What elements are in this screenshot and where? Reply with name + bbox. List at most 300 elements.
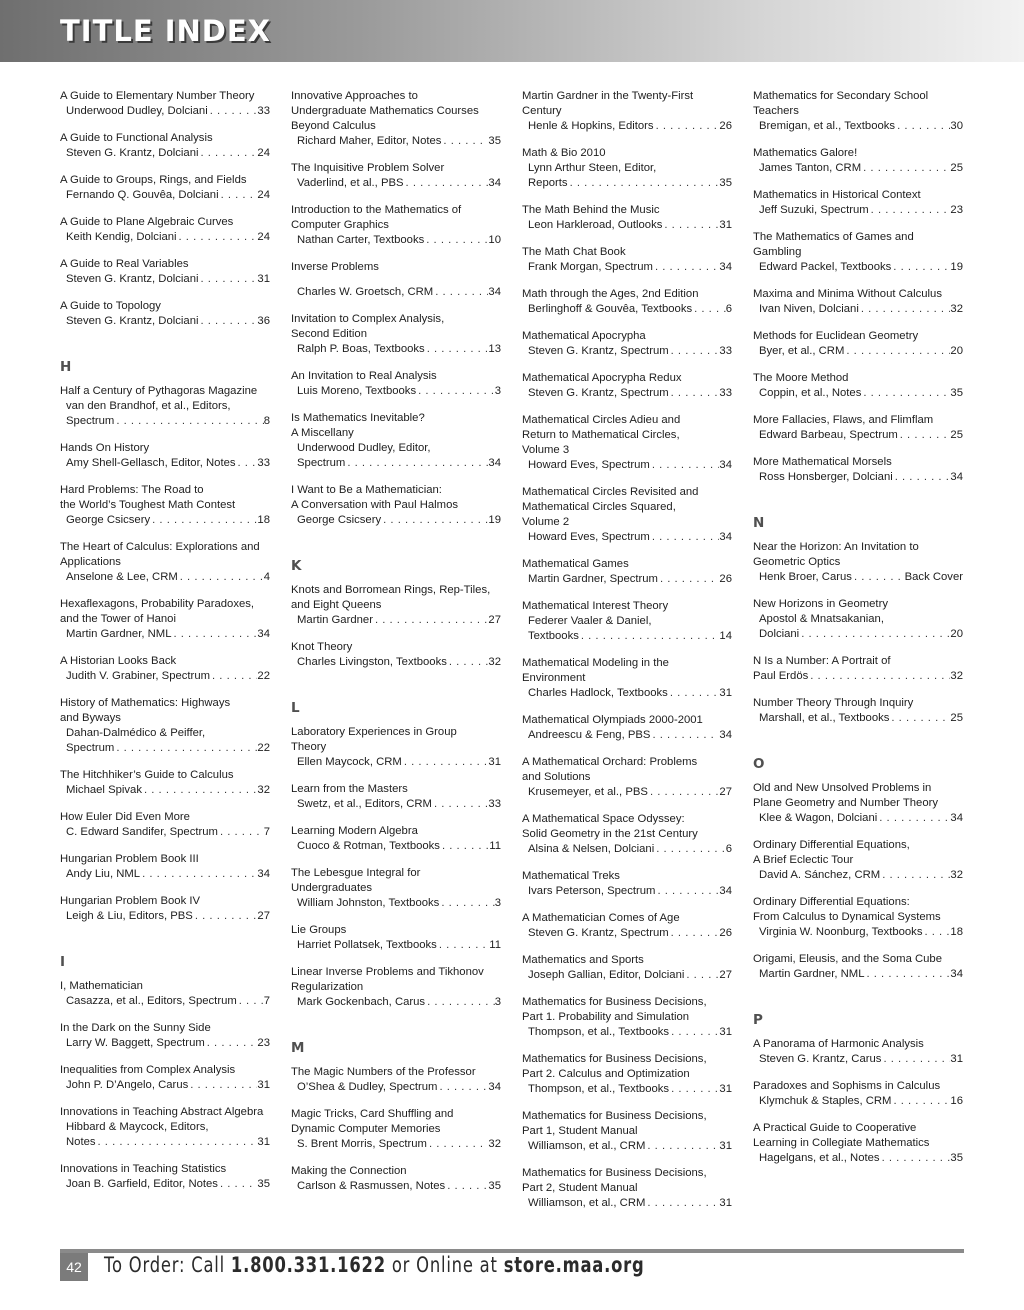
entry-page: 35	[950, 387, 963, 399]
entry-title: A Historian Looks Back	[60, 655, 177, 667]
entry-title: Number Theory Through Inquiry	[753, 697, 914, 709]
entry-author-line	[60, 570, 270, 585]
index-entry	[60, 1021, 270, 1051]
entry-title: Magic Tricks, Card Shuffling and	[291, 1108, 454, 1120]
index-entry	[291, 483, 501, 528]
entry-author-line	[291, 176, 501, 191]
entry-title: Geometric Optics	[753, 556, 841, 568]
index-entry	[60, 1063, 270, 1093]
index-entry	[291, 161, 501, 191]
index-entry	[522, 812, 732, 857]
entry-author-line	[60, 825, 270, 840]
index-entry	[753, 287, 963, 317]
entry-author-line	[291, 233, 501, 248]
entry-author-line	[60, 741, 270, 756]
leader-dots	[877, 811, 950, 826]
index-entry	[522, 599, 732, 644]
leader-dots	[808, 669, 950, 684]
entry-author: C. Edward Sandifer, Spectrum	[66, 826, 218, 838]
entry-title: The Lebesgue Integral for	[291, 867, 421, 879]
entry-author: Dahan-Dalmédico & Peiffer,	[66, 727, 206, 739]
entry-page: 23	[950, 204, 963, 216]
leader-dots	[424, 233, 488, 248]
index-entry	[753, 146, 963, 176]
index-entry	[753, 371, 963, 401]
entry-page: 30	[950, 120, 963, 132]
entry-author-line	[291, 995, 501, 1010]
entry-author-line	[291, 441, 501, 456]
entry-page: 32	[488, 656, 501, 668]
entry-author: Nathan Carter, Textbooks	[297, 234, 425, 246]
entry-title: From Calculus to Dynamical Systems	[753, 911, 941, 923]
entry-title: Beyond Calculus	[291, 120, 376, 132]
entry-page: 18	[257, 514, 270, 526]
entry-author-line	[291, 1080, 501, 1095]
entry-title: A Guide to Real Variables	[60, 258, 189, 270]
entry-author-line	[291, 1137, 501, 1152]
entry-title: Hungarian Problem Book III	[60, 853, 199, 865]
index-entry	[291, 203, 501, 248]
entry-title: A Mathematical Space Odyssey:	[522, 813, 685, 825]
entry-author-line	[753, 260, 963, 275]
entry-title: The Heart of Calculus: Explorations and	[60, 541, 260, 553]
entry-page: 34	[950, 812, 963, 824]
index-entry	[522, 1166, 732, 1211]
entry-page: 34	[488, 1081, 501, 1093]
index-entry	[522, 89, 732, 134]
entry-title: New Horizons in Geometry	[753, 598, 888, 610]
leader-dots	[895, 119, 950, 134]
entry-page: 24	[257, 147, 270, 159]
entry-author: Charles W. Groetsch, CRM	[297, 286, 434, 298]
index-entry	[753, 1037, 963, 1067]
entry-title: Mathematical Apocrypha	[522, 330, 646, 342]
entry-title: Mathematics and Sports	[522, 954, 644, 966]
entry-author-line	[60, 783, 270, 798]
entry-title: Near the Horizon: An Invitation to	[753, 541, 919, 553]
entry-author: Federer Vaaler & Daniel,	[528, 615, 652, 627]
entry-title: The Inquisitive Problem Solver	[291, 162, 445, 174]
leader-dots	[345, 456, 488, 471]
entry-page: 36	[257, 315, 270, 327]
entry-page: 33	[719, 345, 732, 357]
entry-title: Invitation to Complex Analysis,	[291, 313, 445, 325]
index-entry	[753, 696, 963, 726]
entry-author-line	[291, 1179, 501, 1194]
entry-page: 4	[263, 571, 270, 583]
entry-title: How Euler Did Even More	[60, 811, 190, 823]
index-entry	[522, 329, 732, 359]
entry-title: Part 1. Probability and Simulation	[522, 1011, 690, 1023]
entry-page: 18	[950, 926, 963, 938]
entry-author: Spectrum	[297, 457, 346, 469]
entry-page: 24	[257, 231, 270, 243]
entry-title: Laboratory Experiences in Group	[291, 726, 457, 738]
entry-author: Joan B. Garfield, Editor, Notes	[66, 1178, 218, 1190]
leader-dots	[650, 728, 719, 743]
entry-title: Linear Inverse Problems and Tikhonov	[291, 966, 484, 978]
leader-dots	[205, 1036, 258, 1051]
leader-dots	[669, 386, 720, 401]
entry-author: Spectrum	[66, 415, 115, 427]
entry-author-line	[522, 785, 732, 800]
entry-author: Andy Liu, NML	[66, 868, 141, 880]
entry-title: N Is a Number: A Portrait of	[753, 655, 891, 667]
entry-title: Is Mathematics Inevitable?	[291, 412, 425, 424]
entry-author: Ivars Peterson, Spectrum	[528, 885, 656, 897]
entry-author-line	[753, 1151, 963, 1166]
index-entry	[753, 1121, 963, 1166]
entry-page: 6	[725, 303, 732, 315]
entry-page: 25	[950, 712, 963, 724]
entry-author-line	[522, 728, 732, 743]
index-column-1	[60, 89, 270, 1204]
entry-author: Charles Hadlock, Textbooks	[528, 687, 668, 699]
entry-author-line	[291, 938, 501, 953]
entry-title: An Invitation to Real Analysis	[291, 370, 437, 382]
entry-page: 25	[950, 429, 963, 441]
entry-author: Underwood Dudley, Editor,	[297, 442, 431, 454]
entry-page: 3	[494, 897, 501, 909]
entry-author-line	[753, 1052, 963, 1067]
entry-author: Edward Packel, Textbooks	[759, 261, 892, 273]
entry-author-line	[753, 570, 963, 585]
entry-author-line	[60, 414, 270, 429]
entry-author: Michael Spivak	[66, 784, 142, 796]
leader-dots	[142, 783, 257, 798]
entry-author: Harriet Pollatsek, Textbooks	[297, 939, 437, 951]
section-letter: O	[753, 756, 765, 772]
index-entry	[291, 640, 501, 670]
entry-author-line	[522, 629, 732, 644]
entry-page: 13	[488, 343, 501, 355]
entry-title: Theory	[291, 741, 327, 753]
entry-page: 32	[488, 1138, 501, 1150]
entry-author: Steven G. Krantz, Dolciani	[66, 273, 199, 285]
entry-page: 22	[257, 742, 270, 754]
entry-page: 22	[257, 670, 270, 682]
leader-dots	[653, 260, 719, 275]
entry-author-line	[522, 686, 732, 701]
entry-author: Keith Kendig, Dolciani	[66, 231, 177, 243]
index-entry	[60, 441, 270, 471]
section-letter: N	[753, 515, 765, 531]
index-entry	[291, 725, 501, 770]
section-letter: H	[60, 359, 72, 375]
entry-page: 34	[719, 885, 732, 897]
leader-dots	[881, 1052, 950, 1067]
entry-title: Mathematics for Secondary School	[753, 90, 929, 102]
index-entry	[60, 257, 270, 287]
index-entry	[522, 869, 732, 899]
entry-page: 33	[257, 457, 270, 469]
entry-author: Edward Barbeau, Spectrum	[759, 429, 898, 441]
page-number: 42	[60, 1253, 88, 1281]
entry-page: 20	[950, 628, 963, 640]
entry-author: Reports	[528, 177, 568, 189]
entry-author-line	[291, 896, 501, 911]
entry-title: A Guide to Elementary Number Theory	[60, 90, 255, 102]
entry-author-line	[753, 967, 963, 982]
leader-dots	[898, 428, 951, 443]
entry-page: 35	[950, 1152, 963, 1164]
leader-dots	[425, 995, 495, 1010]
entry-page: 7	[263, 995, 270, 1007]
entry-author-line	[291, 755, 501, 770]
entry-page: 34	[719, 729, 732, 741]
entry-page: 10	[488, 234, 501, 246]
entry-author-line	[291, 384, 501, 399]
entry-author: Anselone & Lee, CRM	[66, 571, 178, 583]
entry-author: Alsina & Nelsen, Dolciani	[528, 843, 655, 855]
entry-author-line	[522, 176, 732, 191]
entry-page: 31	[719, 219, 732, 231]
leader-dots	[654, 842, 725, 857]
entry-author: Martin Gardner, Spectrum	[528, 573, 658, 585]
index-entry	[522, 413, 732, 473]
entry-author: Steven G. Krantz, Dolciani	[66, 315, 199, 327]
entry-title: the World’s Toughest Math Contest	[60, 499, 236, 511]
entry-title: and the Tower of Hanoi	[60, 613, 176, 625]
leader-dots	[439, 896, 494, 911]
index-entry	[60, 852, 270, 882]
entry-title: Lie Groups	[291, 924, 347, 936]
entry-author-line	[522, 260, 732, 275]
leader-dots	[669, 1025, 719, 1040]
entry-author-line	[60, 867, 270, 882]
entry-author-line	[753, 344, 963, 359]
entry-title: Maxima and Minima Without Calculus	[753, 288, 942, 300]
entry-title: Ordinary Differential Equations,	[753, 839, 910, 851]
entry-page: 19	[488, 514, 501, 526]
entry-page: 32	[950, 670, 963, 682]
entry-author-line	[60, 399, 270, 414]
entry-author-line	[753, 868, 963, 883]
entry-author: Ross Honsberger, Dolciani	[759, 471, 893, 483]
leader-dots	[237, 994, 264, 1009]
index-entry	[753, 1079, 963, 1109]
entry-page: 19	[950, 261, 963, 273]
leader-dots	[432, 797, 488, 812]
entry-page: 34	[719, 531, 732, 543]
entry-title: Century	[522, 105, 562, 117]
index-entry	[60, 131, 270, 161]
entry-author-line	[753, 925, 963, 940]
entry-title: Teachers	[753, 105, 799, 117]
index-entry	[291, 1164, 501, 1194]
entry-author: Williamson, et al., CRM	[528, 1197, 646, 1209]
entry-title: Hungarian Problem Book IV	[60, 895, 201, 907]
entry-page: 33	[719, 387, 732, 399]
entry-title: A Mathematical Orchard: Problems	[522, 756, 698, 768]
entry-author: Ralph P. Boas, Textbooks	[297, 343, 425, 355]
entry-author: Bremigan, et al., Textbooks	[759, 120, 896, 132]
index-entry	[60, 979, 270, 1009]
entry-title: Knots and Borromean Rings, Rep-Tiles,	[291, 584, 491, 596]
entry-author: Henle & Hopkins, Editors	[528, 120, 654, 132]
entry-author: Joseph Gallian, Editor, Dolciani	[528, 969, 685, 981]
entry-title: Learn from the Masters	[291, 783, 408, 795]
entry-title: The Math Behind the Music	[522, 204, 660, 216]
entry-author: Thompson, et al., Textbooks	[528, 1026, 670, 1038]
entry-author: William Johnston, Textbooks	[297, 897, 440, 909]
entry-author-line	[291, 285, 501, 300]
entry-page: 34	[719, 261, 732, 273]
index-entry	[753, 895, 963, 940]
entry-page: 26	[719, 573, 732, 585]
entry-page: 27	[257, 910, 270, 922]
entry-author: Klee & Wagon, Dolciani	[759, 812, 878, 824]
entry-page: 14	[719, 630, 732, 642]
entry-author-line	[522, 1082, 732, 1097]
index-entry	[753, 455, 963, 485]
index-entry	[753, 188, 963, 218]
index-entry	[522, 911, 732, 941]
entry-author-line	[60, 456, 270, 471]
section-letter: P	[753, 1012, 763, 1028]
entry-author-line	[753, 711, 963, 726]
index-entry	[291, 411, 501, 471]
entry-author: Frank Morgan, Spectrum	[528, 261, 653, 273]
entry-author: Howard Eves, Spectrum	[528, 531, 650, 543]
leader-dots	[437, 1080, 488, 1095]
entry-page: 35	[257, 1178, 270, 1190]
entry-author-line	[522, 884, 732, 899]
entry-author: Luis Moreno, Textbooks	[297, 385, 417, 397]
entry-author: Paul Erdös	[753, 670, 809, 682]
page-header	[0, 0, 1024, 62]
entry-author-line	[522, 530, 732, 545]
index-entry	[522, 146, 732, 191]
index-entry	[60, 299, 270, 329]
entry-author-line	[291, 134, 501, 149]
leader-dots	[669, 344, 720, 359]
entry-author: Steven G. Krantz, Spectrum	[528, 345, 669, 357]
entry-title: Return to Mathematical Circles,	[522, 429, 680, 441]
entry-page: 27	[719, 786, 732, 798]
entry-author-line	[753, 669, 963, 684]
leader-dots	[654, 119, 720, 134]
entry-title: Knot Theory	[291, 641, 353, 653]
index-entry	[291, 824, 501, 854]
entry-author-line	[753, 119, 963, 134]
entry-page: 33	[488, 798, 501, 810]
entry-title: Mathematics in Historical Context	[753, 189, 921, 201]
entry-title: Part 1, Student Manual	[522, 1125, 638, 1137]
entry-author: Berlinghoff & Gouvêa, Textbooks	[528, 303, 693, 315]
leader-dots	[178, 570, 264, 585]
entry-page: 31	[719, 1083, 732, 1095]
entry-author-line	[522, 218, 732, 233]
entry-title: A Guide to Plane Algebraic Curves	[60, 216, 234, 228]
index-entry	[60, 894, 270, 924]
entry-title: More Fallacies, Flaws, and Flimflam	[753, 414, 934, 426]
entry-author: Jeff Suzuki, Spectrum	[759, 204, 869, 216]
entry-page: 8	[263, 415, 270, 427]
entry-author-line	[753, 428, 963, 443]
entry-author-line	[753, 811, 963, 826]
entry-page: 27	[719, 969, 732, 981]
entry-page: 34	[719, 459, 732, 471]
leader-dots	[441, 134, 488, 149]
entry-title: Mathematics for Business Decisions,	[522, 1110, 707, 1122]
entry-title: The Hitchhiker’s Guide to Calculus	[60, 769, 234, 781]
leader-dots	[219, 188, 258, 203]
entry-title: A Guide to Topology	[60, 300, 161, 312]
leader-dots	[381, 513, 488, 528]
index-entry	[522, 557, 732, 587]
entry-title: Computer Graphics	[291, 219, 389, 231]
entry-page: 11	[489, 840, 501, 852]
leader-dots	[684, 968, 719, 983]
entry-author: Martin Gardner	[297, 614, 373, 626]
entry-author-line	[291, 613, 501, 628]
entry-author: Virginia W. Noonburg, Textbooks	[759, 926, 923, 938]
entry-author-line	[60, 726, 270, 741]
leader-dots	[859, 302, 951, 317]
entry-author-line	[60, 314, 270, 329]
leader-dots	[864, 967, 950, 982]
section-letter: I	[60, 954, 66, 970]
entry-title: Part 2, Student Manual	[522, 1182, 638, 1194]
index-entry	[60, 384, 270, 429]
entry-author-line	[753, 161, 963, 176]
entry-page: 31	[719, 1140, 732, 1152]
entry-author-line	[753, 627, 963, 642]
leader-dots	[658, 572, 719, 587]
entry-title: I Want to Be a Mathematician:	[291, 484, 442, 496]
leader-dots	[645, 1196, 719, 1211]
entry-author: Amy Shell-Gellasch, Editor, Notes	[66, 457, 236, 469]
entry-title: A Conversation with Paul Halmos	[291, 499, 459, 511]
entry-page: 32	[950, 303, 963, 315]
leader-dots	[844, 344, 950, 359]
entry-author: David A. Sánchez, CRM	[759, 869, 881, 881]
entry-author-line	[60, 1120, 270, 1135]
entry-title: More Mathematical Morsels	[753, 456, 892, 468]
entry-author: Byer, et al., CRM	[759, 345, 845, 357]
index-entry	[291, 1065, 501, 1095]
entry-author-line	[60, 104, 270, 119]
entry-author-line	[753, 302, 963, 317]
entry-page: 34	[488, 457, 501, 469]
entry-title: History of Mathematics: Highways	[60, 697, 231, 709]
order-info	[104, 1253, 645, 1277]
entry-title: In the Dark on the Sunny Side	[60, 1022, 211, 1034]
index-entry	[60, 540, 270, 585]
entry-title: Dynamic Computer Memories	[291, 1123, 441, 1135]
entry-page: 31	[257, 273, 270, 285]
entry-title: A Miscellany	[291, 427, 354, 439]
leader-dots	[236, 456, 258, 471]
entry-title: Mathematical Circles Revisited and	[522, 486, 699, 498]
entry-title: Mathematics for Business Decisions,	[522, 1167, 707, 1179]
index-entry	[60, 215, 270, 245]
index-entry	[522, 995, 732, 1040]
entry-page: 32	[257, 784, 270, 796]
entry-author: Coppin, et al., Notes	[759, 387, 862, 399]
leader-dots	[427, 1137, 488, 1152]
index-entry	[60, 654, 270, 684]
leader-dots	[880, 868, 950, 883]
leader-dots	[645, 1139, 719, 1154]
leader-dots	[655, 884, 719, 899]
index-entry	[291, 923, 501, 953]
index-entry	[753, 329, 963, 359]
leader-dots	[891, 1094, 950, 1109]
entry-author: Underwood Dudley, Dolciani	[66, 105, 208, 117]
entry-title: Methods for Euclidean Geometry	[753, 330, 919, 342]
